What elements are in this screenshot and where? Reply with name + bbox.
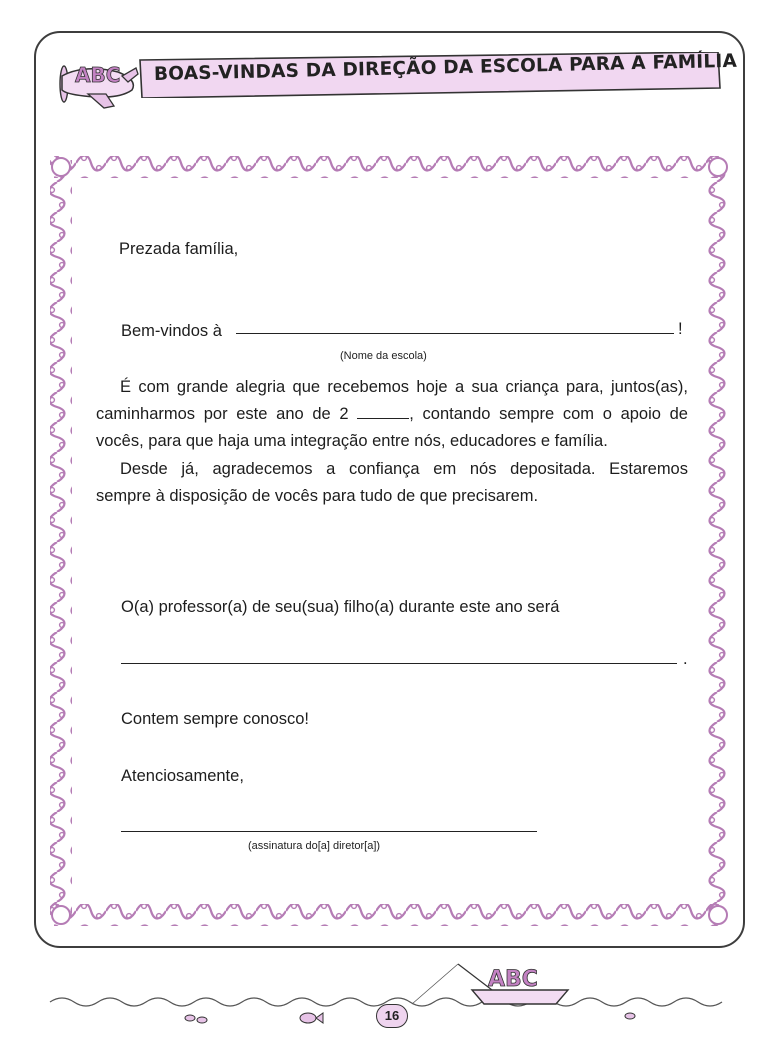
teacher-sentence: O(a) professor(a) de seu(sua) filho(a) durante este ano será bbox=[121, 598, 560, 616]
logo-letters: ABC bbox=[75, 63, 121, 87]
greeting: Prezada família, bbox=[119, 240, 239, 258]
year-field[interactable] bbox=[357, 404, 409, 419]
paragraph-1-line-2 bbox=[96, 401, 688, 428]
page-number: 16 bbox=[376, 1004, 408, 1028]
boat-icon bbox=[412, 964, 568, 1004]
paragraph-2-line-1: Desde já, agradecemos a confiança em nós depositada. Estaremos bbox=[120, 460, 688, 478]
closing: Contem sempre conosco! bbox=[121, 710, 310, 728]
paragraph-1-line-2-end: , contando sempre com o apoio de bbox=[409, 405, 688, 423]
boat-letters: ABC bbox=[488, 967, 538, 992]
fish-icon bbox=[185, 1013, 635, 1023]
signature-field[interactable] bbox=[121, 831, 537, 832]
sign-off: Atenciosamente, bbox=[121, 767, 244, 785]
teacher-line-suffix: . bbox=[683, 650, 688, 668]
year-prefix: caminharmos por este ano de 2 bbox=[96, 405, 349, 423]
title-banner bbox=[134, 50, 738, 98]
welcome-prefix: Bem-vindos à bbox=[121, 322, 222, 340]
welcome-suffix: ! bbox=[678, 320, 683, 338]
vine-border bbox=[46, 152, 733, 930]
paragraph-1 bbox=[96, 374, 688, 455]
paragraph-1-line-3: vocês, para que haja uma integração entre nós, educadores e família. bbox=[96, 432, 608, 450]
paragraph-2-line-2: sempre à disposição de vocês para tudo de que precisarem. bbox=[96, 487, 539, 505]
school-name-field[interactable] bbox=[236, 333, 674, 334]
teacher-name-field[interactable] bbox=[121, 663, 677, 664]
page-title: BOAS-VINDAS DA DIREÇÃO DA ESCOLA PARA A FAMÍLIA bbox=[153, 50, 738, 85]
footer-decoration bbox=[40, 960, 740, 1040]
paragraph-2 bbox=[96, 456, 688, 510]
school-name-caption: (Nome da escola) bbox=[340, 350, 427, 362]
signature-caption: (assinatura do[a] diretor[a]) bbox=[248, 840, 381, 852]
paragraph-1-line-1: É com grande alegria que recebemos hoje a sua criança para, juntos(as), bbox=[120, 378, 688, 396]
airplane-icon bbox=[44, 50, 142, 112]
